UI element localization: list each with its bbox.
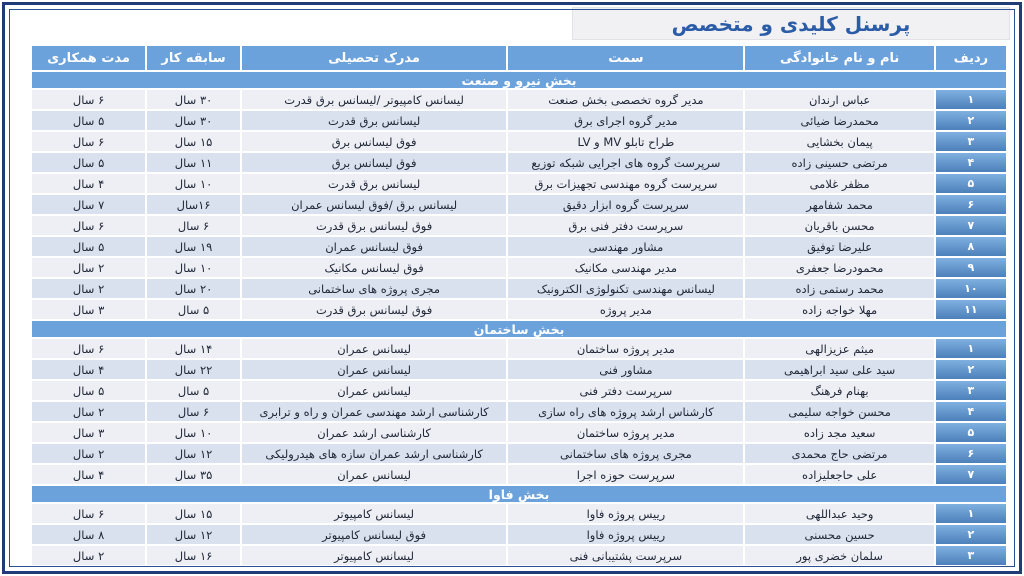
row-index-cell: ۸ — [935, 236, 1007, 257]
degree-cell: فوق لیسانس برق — [241, 131, 507, 152]
table-row — [31, 215, 1007, 236]
row-index-cell: ۴ — [935, 152, 1007, 173]
cooperation-cell: ۲ سال — [31, 545, 146, 566]
table-row — [31, 278, 1007, 299]
cooperation-cell: ۲ سال — [31, 401, 146, 422]
section-header: بخش فاوا — [31, 485, 1007, 503]
table-row — [31, 257, 1007, 278]
column-header-0: ردیف — [935, 45, 1007, 71]
row-index-cell: ۹ — [935, 257, 1007, 278]
name-cell: علی حاجعلیزاده — [744, 464, 934, 485]
cooperation-cell: ۴ سال — [31, 173, 146, 194]
experience-cell: ۲۲ سال — [146, 359, 241, 380]
experience-cell: ۱۲ سال — [146, 524, 241, 545]
degree-cell: لیسانس برق /فوق لیسانس عمران — [241, 194, 507, 215]
cooperation-cell: ۵ سال — [31, 380, 146, 401]
name-cell: مظفر غلامی — [744, 173, 934, 194]
position-cell: مدیر گروه اجرای برق — [507, 110, 744, 131]
table-header-row — [31, 45, 1007, 71]
name-cell: محسن باقریان — [744, 215, 934, 236]
position-cell: مدیر مهندسی مکانیک — [507, 257, 744, 278]
cooperation-cell: ۵ سال — [31, 110, 146, 131]
experience-cell: ۱۰ سال — [146, 257, 241, 278]
position-cell: لیسانس مهندسی تکنولوژی الکترونیک — [507, 278, 744, 299]
position-cell: مشاور فنی — [507, 359, 744, 380]
experience-cell: ۱۶ سال — [146, 545, 241, 566]
row-index-cell: ۶ — [935, 194, 1007, 215]
degree-cell: مجری پروژه های ساختمانی — [241, 278, 507, 299]
column-header-5: مدت همکاری — [31, 45, 146, 71]
position-cell: مدیر پروژه ساختمان — [507, 338, 744, 359]
cooperation-cell: ۷ سال — [31, 194, 146, 215]
degree-cell: کارشناسی ارشد عمران سازه های هیدرولیکی — [241, 443, 507, 464]
position-cell: سرپرست گروه ابزار دقیق — [507, 194, 744, 215]
experience-cell: ۱۶سال — [146, 194, 241, 215]
row-index-cell: ۳ — [935, 545, 1007, 566]
table-row — [31, 194, 1007, 215]
name-cell: مرتضی حسینی زاده — [744, 152, 934, 173]
row-index-cell: ۴ — [935, 401, 1007, 422]
position-cell: مدیر پروژه — [507, 299, 744, 320]
experience-cell: ۶ سال — [146, 215, 241, 236]
degree-cell: کارشناسی ارشد عمران — [241, 422, 507, 443]
name-cell: سلمان خضری پور — [744, 545, 934, 566]
row-index-cell: ۱ — [935, 89, 1007, 110]
position-cell: مجری پروژه های ساختمانی — [507, 443, 744, 464]
degree-cell: فوق لیسانس مکانیک — [241, 257, 507, 278]
table-row — [31, 359, 1007, 380]
page-title-box — [572, 7, 1010, 40]
name-cell: محمد رستمی زاده — [744, 278, 934, 299]
table-row — [31, 380, 1007, 401]
row-index-cell: ۵ — [935, 173, 1007, 194]
cooperation-cell: ۶ سال — [31, 89, 146, 110]
experience-cell: ۱۲ سال — [146, 443, 241, 464]
cooperation-cell: ۴ سال — [31, 464, 146, 485]
cooperation-cell: ۶ سال — [31, 338, 146, 359]
degree-cell: لیسانس عمران — [241, 464, 507, 485]
degree-cell: فوق لیسانس عمران — [241, 236, 507, 257]
experience-cell: ۳۰ سال — [146, 89, 241, 110]
cooperation-cell: ۶ سال — [31, 503, 146, 524]
cooperation-cell: ۶ سال — [31, 131, 146, 152]
experience-cell: ۱۵ سال — [146, 131, 241, 152]
row-index-cell: ۱ — [935, 338, 1007, 359]
table-row — [31, 299, 1007, 320]
name-cell: عباس ارندان — [744, 89, 934, 110]
name-cell: حسین محسنی — [744, 524, 934, 545]
degree-cell: فوق لیسانس کامپیوتر — [241, 524, 507, 545]
personnel-table-body — [31, 71, 1007, 566]
degree-cell: لیسانس کامپیوتر /لیسانس برق قدرت — [241, 89, 507, 110]
position-cell: کارشناس ارشد پروژه های راه سازی — [507, 401, 744, 422]
name-cell: سید علی سید ابراهیمی — [744, 359, 934, 380]
row-index-cell: ۱۰ — [935, 278, 1007, 299]
experience-cell: ۱۰ سال — [146, 173, 241, 194]
section-header-row — [31, 71, 1007, 89]
degree-cell: لیسانس عمران — [241, 359, 507, 380]
position-cell: رییس پروژه فاوا — [507, 503, 744, 524]
column-header-2: سمت — [507, 45, 744, 71]
row-index-cell: ۳ — [935, 131, 1007, 152]
position-cell: طراح تابلو MV و LV — [507, 131, 744, 152]
position-cell: سرپرست گروه های اجرایی شبکه توزیع — [507, 152, 744, 173]
row-index-cell: ۳ — [935, 380, 1007, 401]
degree-cell: لیسانس کامپیوتر — [241, 503, 507, 524]
table-row — [31, 443, 1007, 464]
experience-cell: ۲۰ سال — [146, 278, 241, 299]
row-index-cell: ۲ — [935, 524, 1007, 545]
table-row — [31, 464, 1007, 485]
degree-cell: لیسانس عمران — [241, 380, 507, 401]
degree-cell: لیسانس عمران — [241, 338, 507, 359]
experience-cell: ۱۴ سال — [146, 338, 241, 359]
cooperation-cell: ۲ سال — [31, 443, 146, 464]
row-index-cell: ۵ — [935, 422, 1007, 443]
position-cell: سرپرست گروه مهندسی تجهیزات برق — [507, 173, 744, 194]
position-cell: سرپرست دفتر فنی — [507, 380, 744, 401]
position-cell: مشاور مهندسی — [507, 236, 744, 257]
name-cell: میثم عزیزالهی — [744, 338, 934, 359]
cooperation-cell: ۲ سال — [31, 278, 146, 299]
experience-cell: ۱۵ سال — [146, 503, 241, 524]
row-index-cell: ۲ — [935, 110, 1007, 131]
table-row — [31, 545, 1007, 566]
position-cell: سرپرست پشتیبانی فنی — [507, 545, 744, 566]
degree-cell: لیسانس برق قدرت — [241, 173, 507, 194]
experience-cell: ۵ سال — [146, 299, 241, 320]
table-row — [31, 110, 1007, 131]
experience-cell: ۳۰ سال — [146, 110, 241, 131]
row-index-cell: ۶ — [935, 443, 1007, 464]
row-index-cell: ۱۱ — [935, 299, 1007, 320]
degree-cell: فوق لیسانس برق — [241, 152, 507, 173]
name-cell: محسن خواجه سلیمی — [744, 401, 934, 422]
experience-cell: ۱۰ سال — [146, 422, 241, 443]
table-row — [31, 524, 1007, 545]
table-row — [31, 152, 1007, 173]
column-header-4: سابقه کار — [146, 45, 241, 71]
name-cell: محمدرضا ضیائی — [744, 110, 934, 131]
cooperation-cell: ۳ سال — [31, 299, 146, 320]
position-cell: سرپرست حوزه اجرا — [507, 464, 744, 485]
page-title: پرسنل کلیدی و متخصص — [671, 11, 911, 36]
column-header-3: مدرک تحصیلی — [241, 45, 507, 71]
table-row — [31, 401, 1007, 422]
name-cell: سعید مجد زاده — [744, 422, 934, 443]
section-header: بخش ساختمان — [31, 320, 1007, 338]
cooperation-cell: ۸ سال — [31, 524, 146, 545]
experience-cell: ۵ سال — [146, 380, 241, 401]
table-row — [31, 503, 1007, 524]
name-cell: مهلا خواجه زاده — [744, 299, 934, 320]
table-row — [31, 338, 1007, 359]
name-cell: علیرضا توفیق — [744, 236, 934, 257]
row-index-cell: ۷ — [935, 215, 1007, 236]
row-index-cell: ۲ — [935, 359, 1007, 380]
table-row — [31, 89, 1007, 110]
experience-cell: ۳۵ سال — [146, 464, 241, 485]
cooperation-cell: ۵ سال — [31, 152, 146, 173]
position-cell: مدیر گروه تخصصی بخش صنعت — [507, 89, 744, 110]
name-cell: محمودرضا جعفری — [744, 257, 934, 278]
cooperation-cell: ۴ سال — [31, 359, 146, 380]
section-header: بخش نیرو و صنعت — [31, 71, 1007, 89]
position-cell: مدیر پروژه ساختمان — [507, 422, 744, 443]
experience-cell: ۱۹ سال — [146, 236, 241, 257]
personnel-table — [30, 44, 1008, 567]
table-row — [31, 173, 1007, 194]
degree-cell: کارشناسی ارشد مهندسی عمران و راه و ترابری — [241, 401, 507, 422]
experience-cell: ۶ سال — [146, 401, 241, 422]
cooperation-cell: ۳ سال — [31, 422, 146, 443]
table-row — [31, 422, 1007, 443]
table-row — [31, 236, 1007, 257]
name-cell: مرتضی حاج محمدی — [744, 443, 934, 464]
column-header-1: نام و نام خانوادگی — [744, 45, 934, 71]
cooperation-cell: ۲ سال — [31, 257, 146, 278]
name-cell: وحید عبداللهی — [744, 503, 934, 524]
degree-cell: لیسانس کامپیوتر — [241, 545, 507, 566]
experience-cell: ۱۱ سال — [146, 152, 241, 173]
table-row — [31, 131, 1007, 152]
degree-cell: لیسانس برق قدرت — [241, 110, 507, 131]
name-cell: بهنام فرهنگ — [744, 380, 934, 401]
row-index-cell: ۷ — [935, 464, 1007, 485]
cooperation-cell: ۵ سال — [31, 236, 146, 257]
cooperation-cell: ۶ سال — [31, 215, 146, 236]
section-header-row — [31, 485, 1007, 503]
section-header-row — [31, 320, 1007, 338]
degree-cell: فوق لیسانس برق قدرت — [241, 215, 507, 236]
name-cell: پیمان بخشایی — [744, 131, 934, 152]
degree-cell: فوق لیسانس برق قدرت — [241, 299, 507, 320]
position-cell: رییس پروژه فاوا — [507, 524, 744, 545]
name-cell: محمد شفامهر — [744, 194, 934, 215]
row-index-cell: ۱ — [935, 503, 1007, 524]
position-cell: سرپرست دفتر فنی برق — [507, 215, 744, 236]
